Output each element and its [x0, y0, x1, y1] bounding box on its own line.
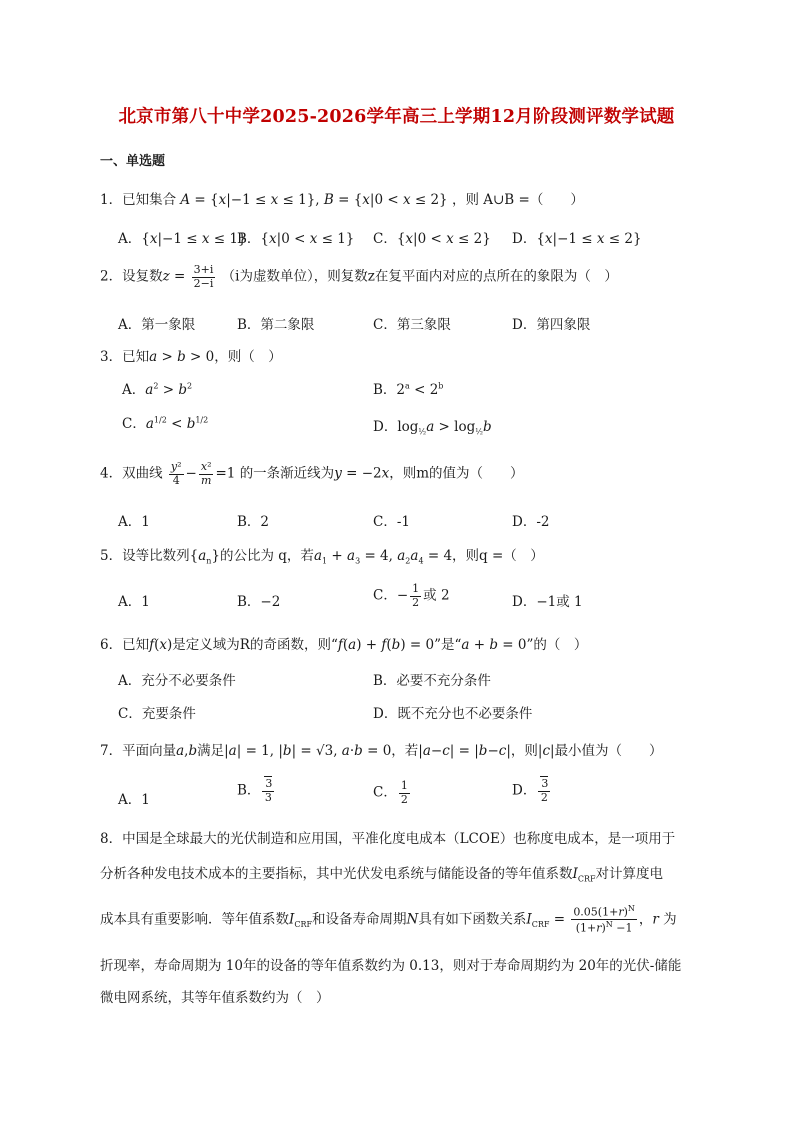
q1-option-b[interactable]: B．{x|0 < x ≤ 1} [237, 231, 355, 247]
question-7: 7．平面向量a,b满足|a| = 1, |b| = √3, a·b = 0，若|a−c| = |b−c|，则|c|最小值为（ ） [100, 743, 663, 759]
q2-option-c[interactable]: C．第三象限 [373, 317, 451, 333]
question-1: 1．已知集合 A = {x|−1 ≤ x ≤ 1}, B = {x|0 < x ≤ 2} ，则 A∪B =（ ） [100, 192, 584, 208]
question-8-line-3: 成本具有重要影响．等年值系数$I_{CRF}$和设备寿命周期N具有如下函数关系$I_{CRF}$ = $\frac{0.05(1+r)^N}{(1+r)^N -1}$ ，r 为 [100, 904, 677, 935]
q1-option-d[interactable]: D．{x|−1 ≤ x ≤ 2} [512, 231, 642, 247]
q3-option-a[interactable]: A．$a^2 > b^2$ [122, 381, 193, 398]
q6-option-d[interactable]: D．既不充分也不必要条件 [373, 706, 533, 722]
q4-option-a[interactable]: A．1 [118, 514, 150, 530]
q1-option-c[interactable]: C．{x|0 < x ≤ 2} [373, 231, 491, 247]
q5-option-c[interactable]: C．− $\frac{1}{2}$ 或 2 [373, 582, 450, 609]
q5-option-a[interactable]: A．1 [118, 594, 150, 610]
question-3: 3．已知a > b > 0，则（ ） [100, 349, 282, 365]
section-heading: 一、单选题 [100, 154, 166, 169]
q7-option-c[interactable]: C． $\frac{1}{2}$ [373, 779, 408, 806]
q1-option-a[interactable]: A．{x|−1 ≤ x ≤ 1} [118, 231, 247, 247]
q4-option-b[interactable]: B．2 [237, 514, 270, 530]
q2-option-d[interactable]: D．第四象限 [512, 317, 591, 333]
question-8-line-2: 分析各种发电技术成本的主要指标，其中光伏发电系统与储能设备的等年值系数$I_{CRF}$对计算度电 [100, 866, 664, 884]
q7-option-d[interactable]: D． $\frac{3}{2}$ [512, 777, 549, 804]
question-8-line-5: 微电网系统，其等年值系数约为（ ） [100, 990, 330, 1006]
q5-option-b[interactable]: B．−2 [237, 594, 281, 610]
q7-option-b[interactable]: B． $\frac{3}{3}$ [237, 777, 273, 804]
question-4: 4．双曲线 $\frac{\text{y²}}{4}$ − $\frac{\text{x²}}{m}$ =1 的一条渐近线为y = −2x，则m的值为（ ） [100, 460, 524, 487]
q7-option-a[interactable]: A．1 [118, 792, 150, 808]
q5-option-d[interactable]: D．−1或 1 [512, 594, 583, 610]
question-6: 6．已知f(x)是定义域为R的奇函数，则“f(a) + f(b) = 0”是“a + b = 0”的（ ） [100, 637, 588, 653]
q3-option-d[interactable]: D．$\log_{\frac{1}{2}}a > \log_{\frac{1}{2}}b$ [373, 419, 492, 437]
q6-option-b[interactable]: B．必要不充分条件 [373, 673, 491, 689]
q4-option-d[interactable]: D．-2 [512, 514, 550, 530]
question-8-line-1: 8．中国是全球最大的光伏制造和应用国，平准化度电成本（LCOE）也称度电成本，是一项用于 [100, 831, 676, 847]
question-5: 5．设等比数列$\{a_n\}$的公比为 q，若$a_1 + a_3 = 4$, $a_2a_4 = 4$，则q =（ ） [100, 548, 544, 566]
q2-option-b[interactable]: B．第二象限 [237, 317, 315, 333]
question-2: 2．设复数z = $\frac{3+i}{2-i}$ （i为虚数单位），则复数z在复平面内对应的点所在的象限为（ ） [100, 263, 618, 290]
q6-option-a[interactable]: A．充分不必要条件 [118, 673, 236, 689]
q3-option-c[interactable]: C．$a^{1/2} < b^{1/2}$ [122, 415, 209, 432]
q3-option-b[interactable]: B．$2^a < 2^b$ [373, 381, 444, 398]
question-8-line-4: 折现率，寿命周期为 10年的设备的等年值系数约为 0.13，则对于寿命周期约为 20年的光伏-储能 [100, 958, 682, 974]
page-title: 北京市第八十中学2025-2026学年高三上学期12月阶段测评数学试题 [118, 107, 675, 127]
q2-option-a[interactable]: A．第一象限 [118, 317, 196, 333]
q4-option-c[interactable]: C．-1 [373, 514, 410, 530]
q6-option-c[interactable]: C．充要条件 [118, 706, 196, 722]
